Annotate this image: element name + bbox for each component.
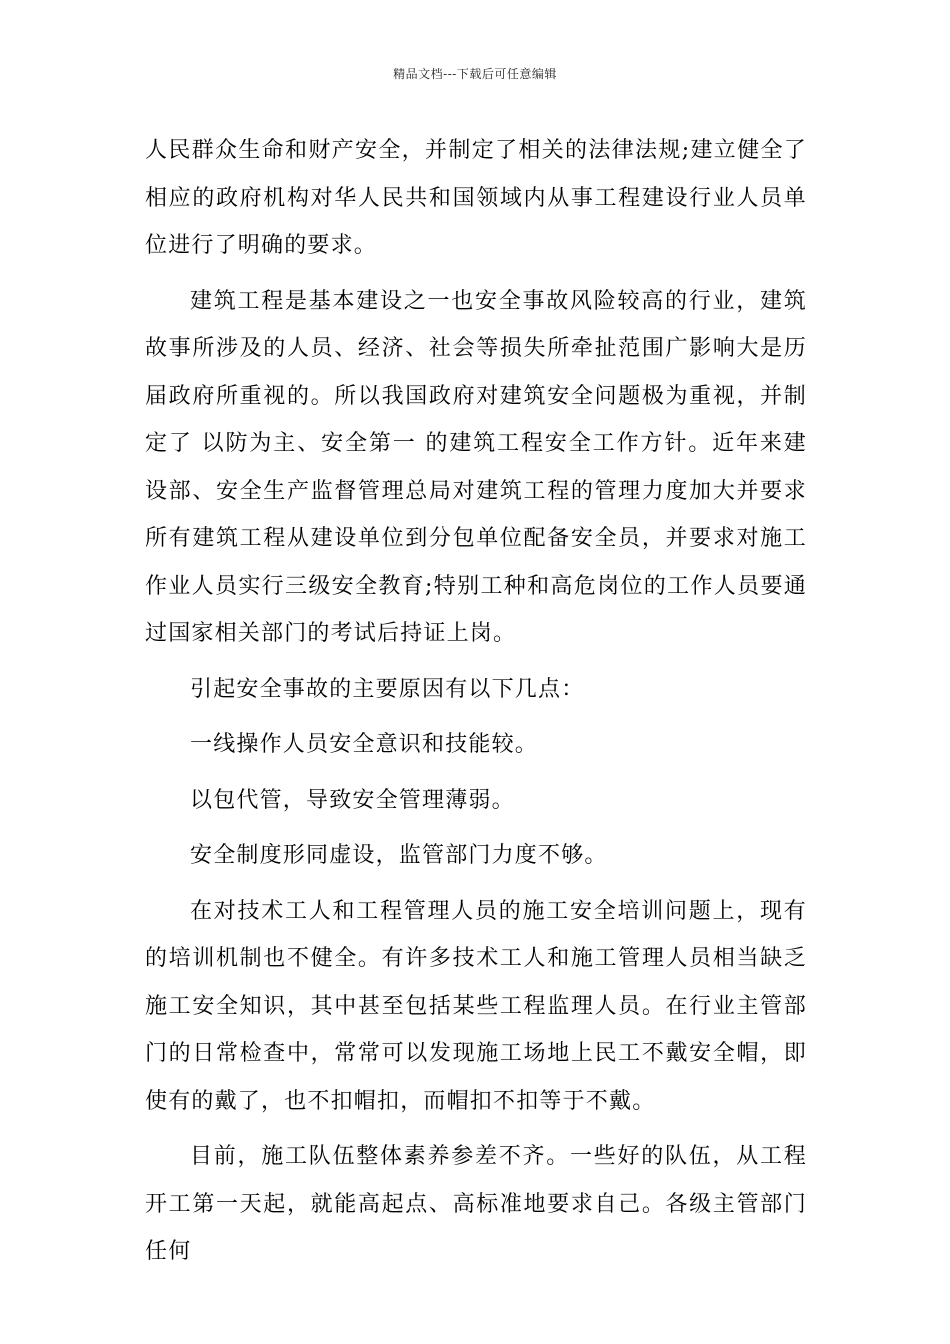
- paragraph-4: 一线操作人员安全意识和技能较。: [190, 732, 539, 757]
- paragraph-1: 人民群众生命和财产安全，并制定了相关的法律法规;建立健全了相应的政府机构对华人民共和国领域内从事工程建设行业人员单位进行了明确的要求。: [145, 138, 807, 258]
- paragraph-5: 以包代管，导致安全管理薄弱。: [190, 787, 515, 813]
- document-body: [145, 127, 807, 1284]
- paragraph-2: 建筑工程是基本建设之一也安全事故风险较高的行业，建筑故事所涉及的人员、经济、社会等损失所牵扯范围广影响大是历届政府所重视的。所以我国政府对建筑安全问题极为重视，并制定了 以防为主、安全第一 的建筑工程安全工作方针。近年来建设部、安全生产监督管理总局对建筑工程的管理力度加大并要求所有建筑工程从建设单位到分包单位配备安全员，并要求对施工作业人员实行三级安全教育;特别工种和高危岗位的工作人员要通过国家相关部门的考试后持证上岗。: [145, 288, 807, 646]
- paragraph-6: 安全制度形同虚设，监管部门力度不够。: [190, 843, 608, 868]
- paragraph-8: 目前，施工队伍整体素养参差不齐。一些好的队伍，从工程开工第一天起，就能高起点、高标准地要求自己。各级主管部门任何: [145, 1144, 807, 1264]
- paragraph-3: 引起安全事故的主要原因有以下几点：: [190, 676, 585, 702]
- paragraph-7: 在对技术工人和工程管理人员的施工安全培训问题上，现有的培训机制也不健全。有许多技术工人和施工管理人员相当缺乏施工安全知识，其中甚至包括某些工程监理人员。在行业主管部门的日常检查中，常常可以发现施工场地上民工不戴安全帽，即使有的戴了，也不扣帽扣，而帽扣不扣等于不戴。: [145, 898, 807, 1114]
- page-header: 精品文档---下载后可任意编辑: [393, 67, 557, 81]
